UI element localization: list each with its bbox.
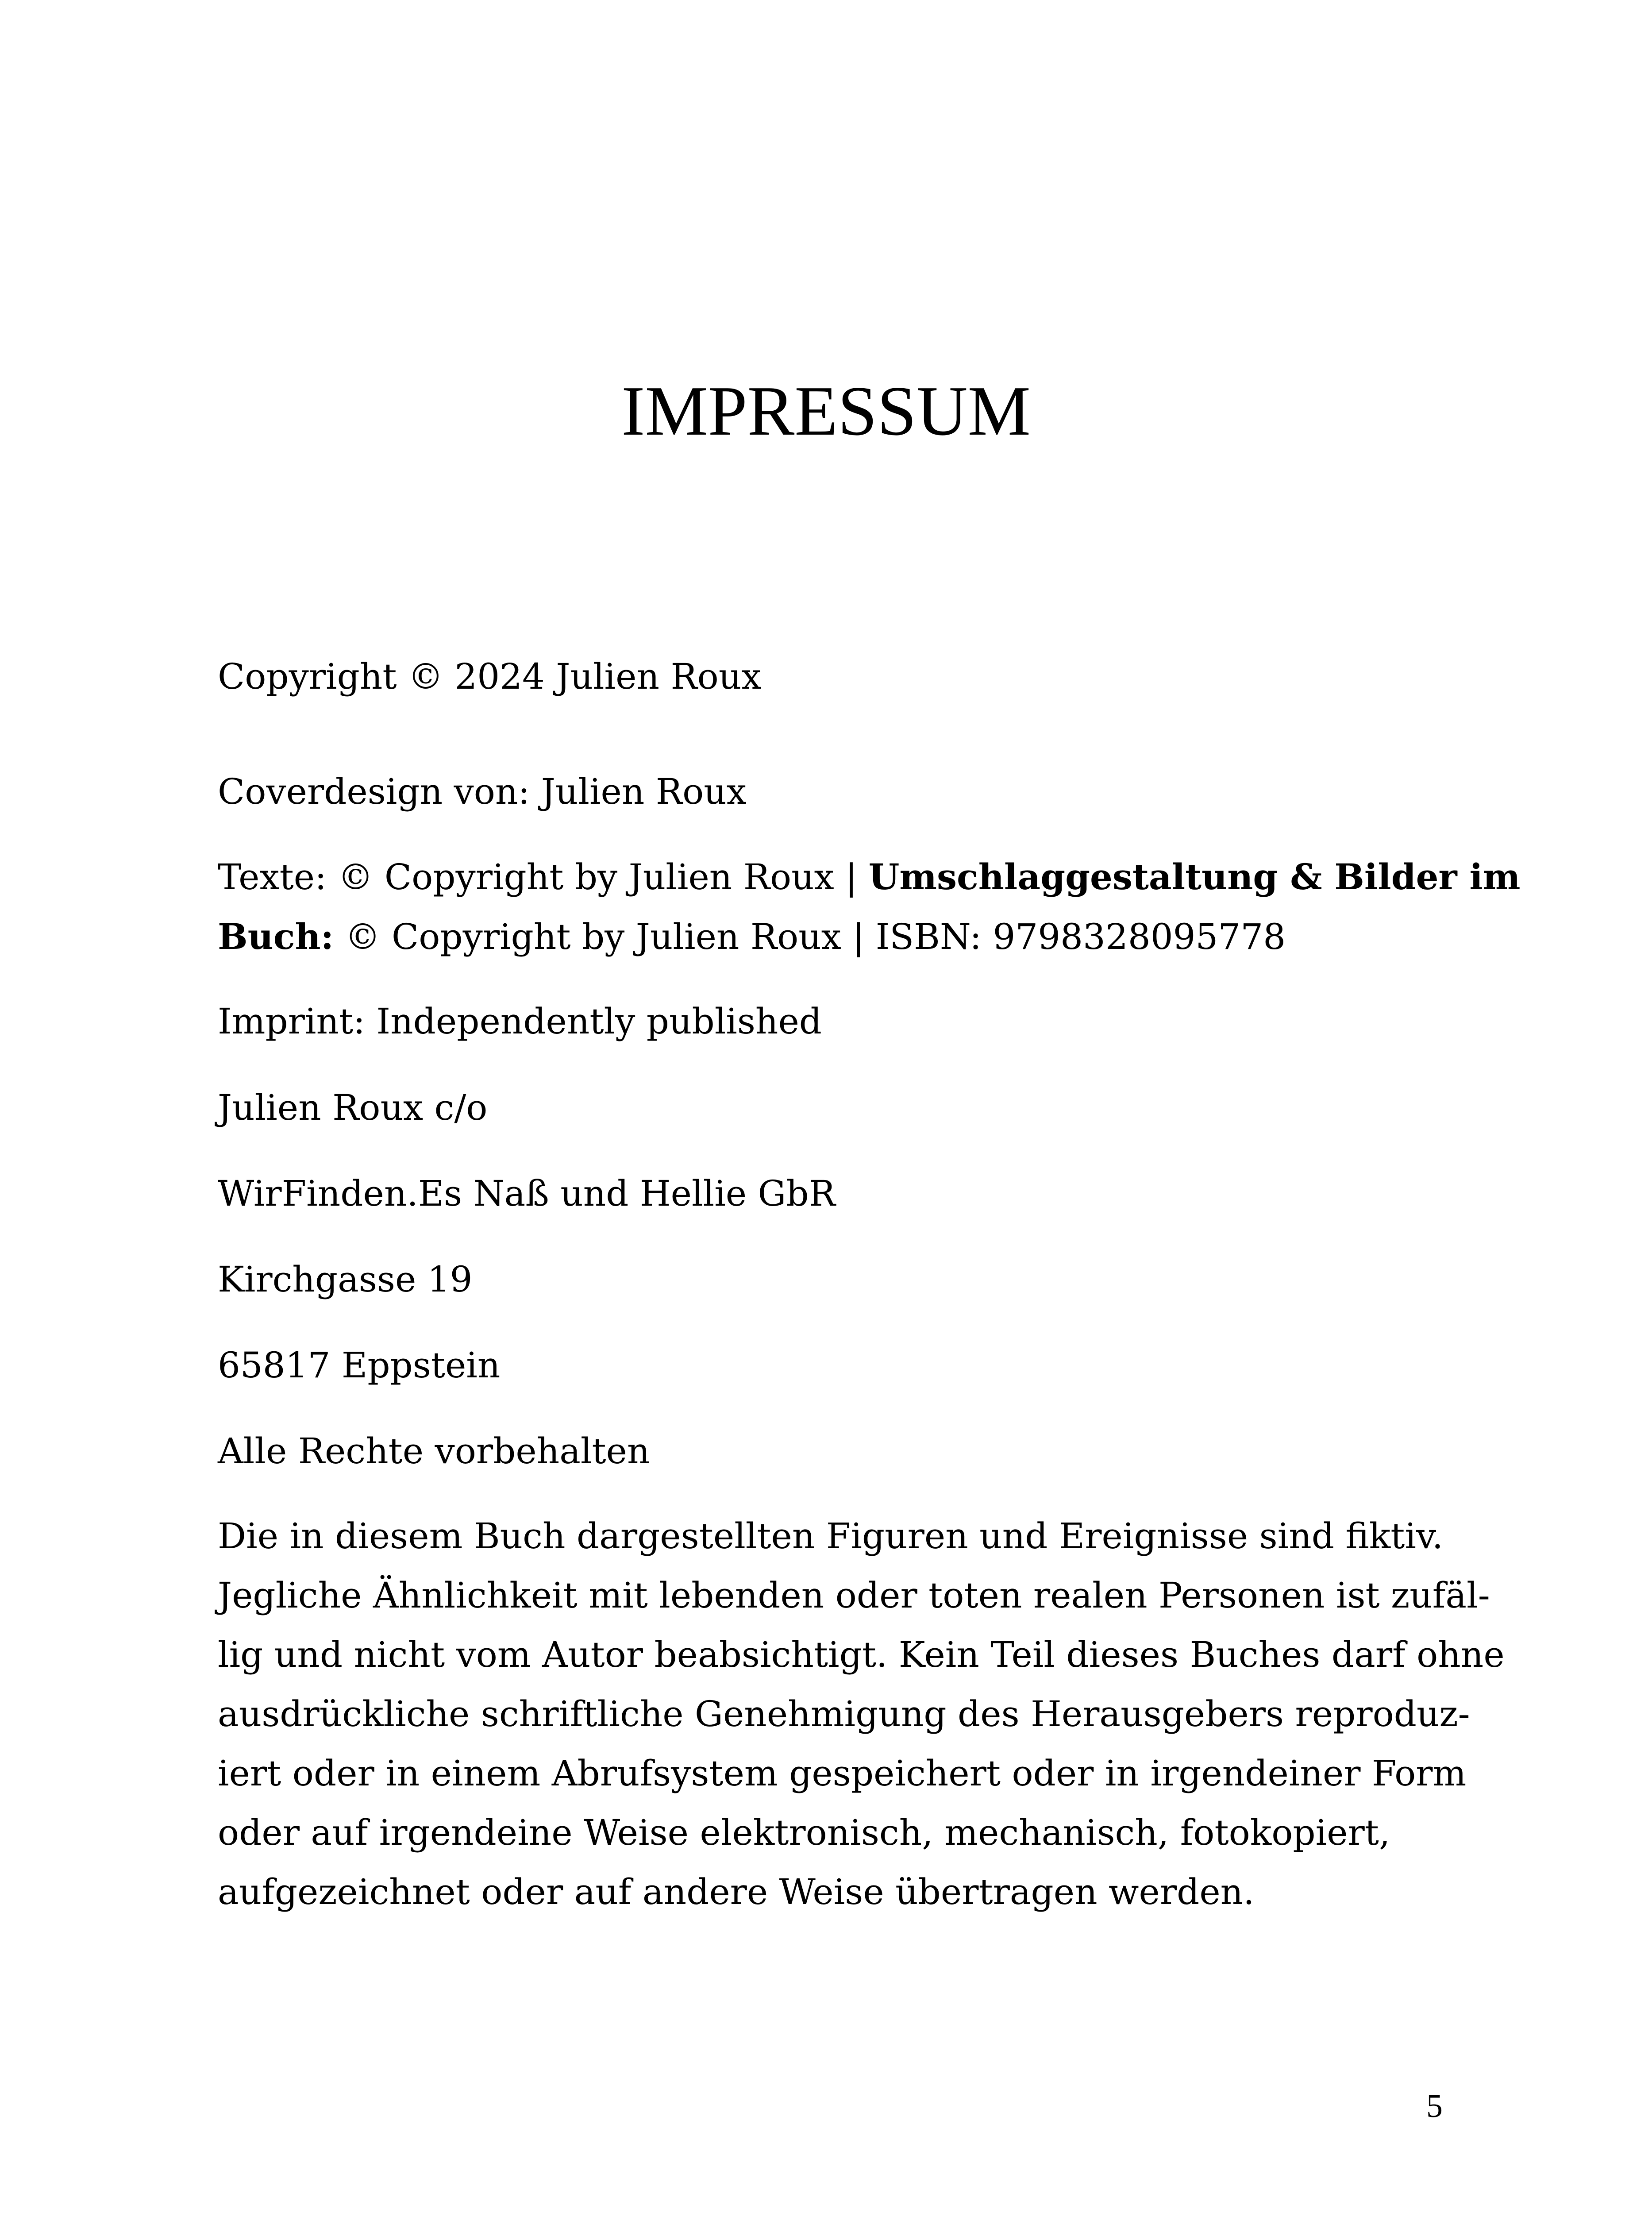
page-title: IMPRESSUM [621,371,1031,450]
texts-credit-normal: Texte: © Copyright by Julien Roux | [218,856,869,898]
isbn-credit: © Copyright by Julien Roux | ISBN: 9798328095778 [334,916,1286,957]
cover-credit-bold-cont: Buch: [218,916,334,957]
texts-credit-block [218,847,1521,967]
cover-design-line: Coverdesign von: Julien Roux [218,771,747,812]
address-company: WirFinden.Es Naß und Hellie GbR [218,1173,836,1214]
disclaimer-line: Jegliche Ähnlichkeit mit lebenden oder toten realen Personen ist zufäl- [218,1575,1490,1616]
address-city: 65817 Eppstein [218,1345,501,1386]
page-number: 5 [1426,2088,1443,2124]
address-street: Kirchgasse 19 [218,1259,473,1300]
disclaimer-line: oder auf irgendeine Weise elektronisch, mechanisch, fotokopiert, [218,1812,1390,1853]
disclaimer-line: iert oder in einem Abrufsystem gespeichert oder in irgendeiner Form [218,1753,1467,1794]
imprint-line: Imprint: Independently published [218,1001,822,1042]
disclaimer-line: aufgezeichnet oder auf andere Weise übertragen werden. [218,1871,1255,1912]
texts-credit-line-1 [218,847,1521,907]
disclaimer-line: Die in diesem Buch dargestellten Figuren und Ereignisse sind fiktiv. [218,1515,1444,1557]
texts-credit-line-2 [218,907,1457,967]
copyright-line: Copyright © 2024 Julien Roux [218,656,762,697]
disclaimer-paragraph [218,1507,1505,1922]
disclaimer-line: ausdrückliche schriftliche Genehmigung des Herausgebers reproduz- [218,1693,1470,1735]
cover-credit-bold: Umschlaggestaltung & Bilder im [868,856,1521,898]
address-name: Julien Roux c/o [218,1087,488,1128]
rights-line: Alle Rechte vorbehalten [218,1430,650,1472]
disclaimer-line: lig und nicht vom Autor beabsichtigt. Kein Teil dieses Buches darf ohne [218,1634,1505,1675]
